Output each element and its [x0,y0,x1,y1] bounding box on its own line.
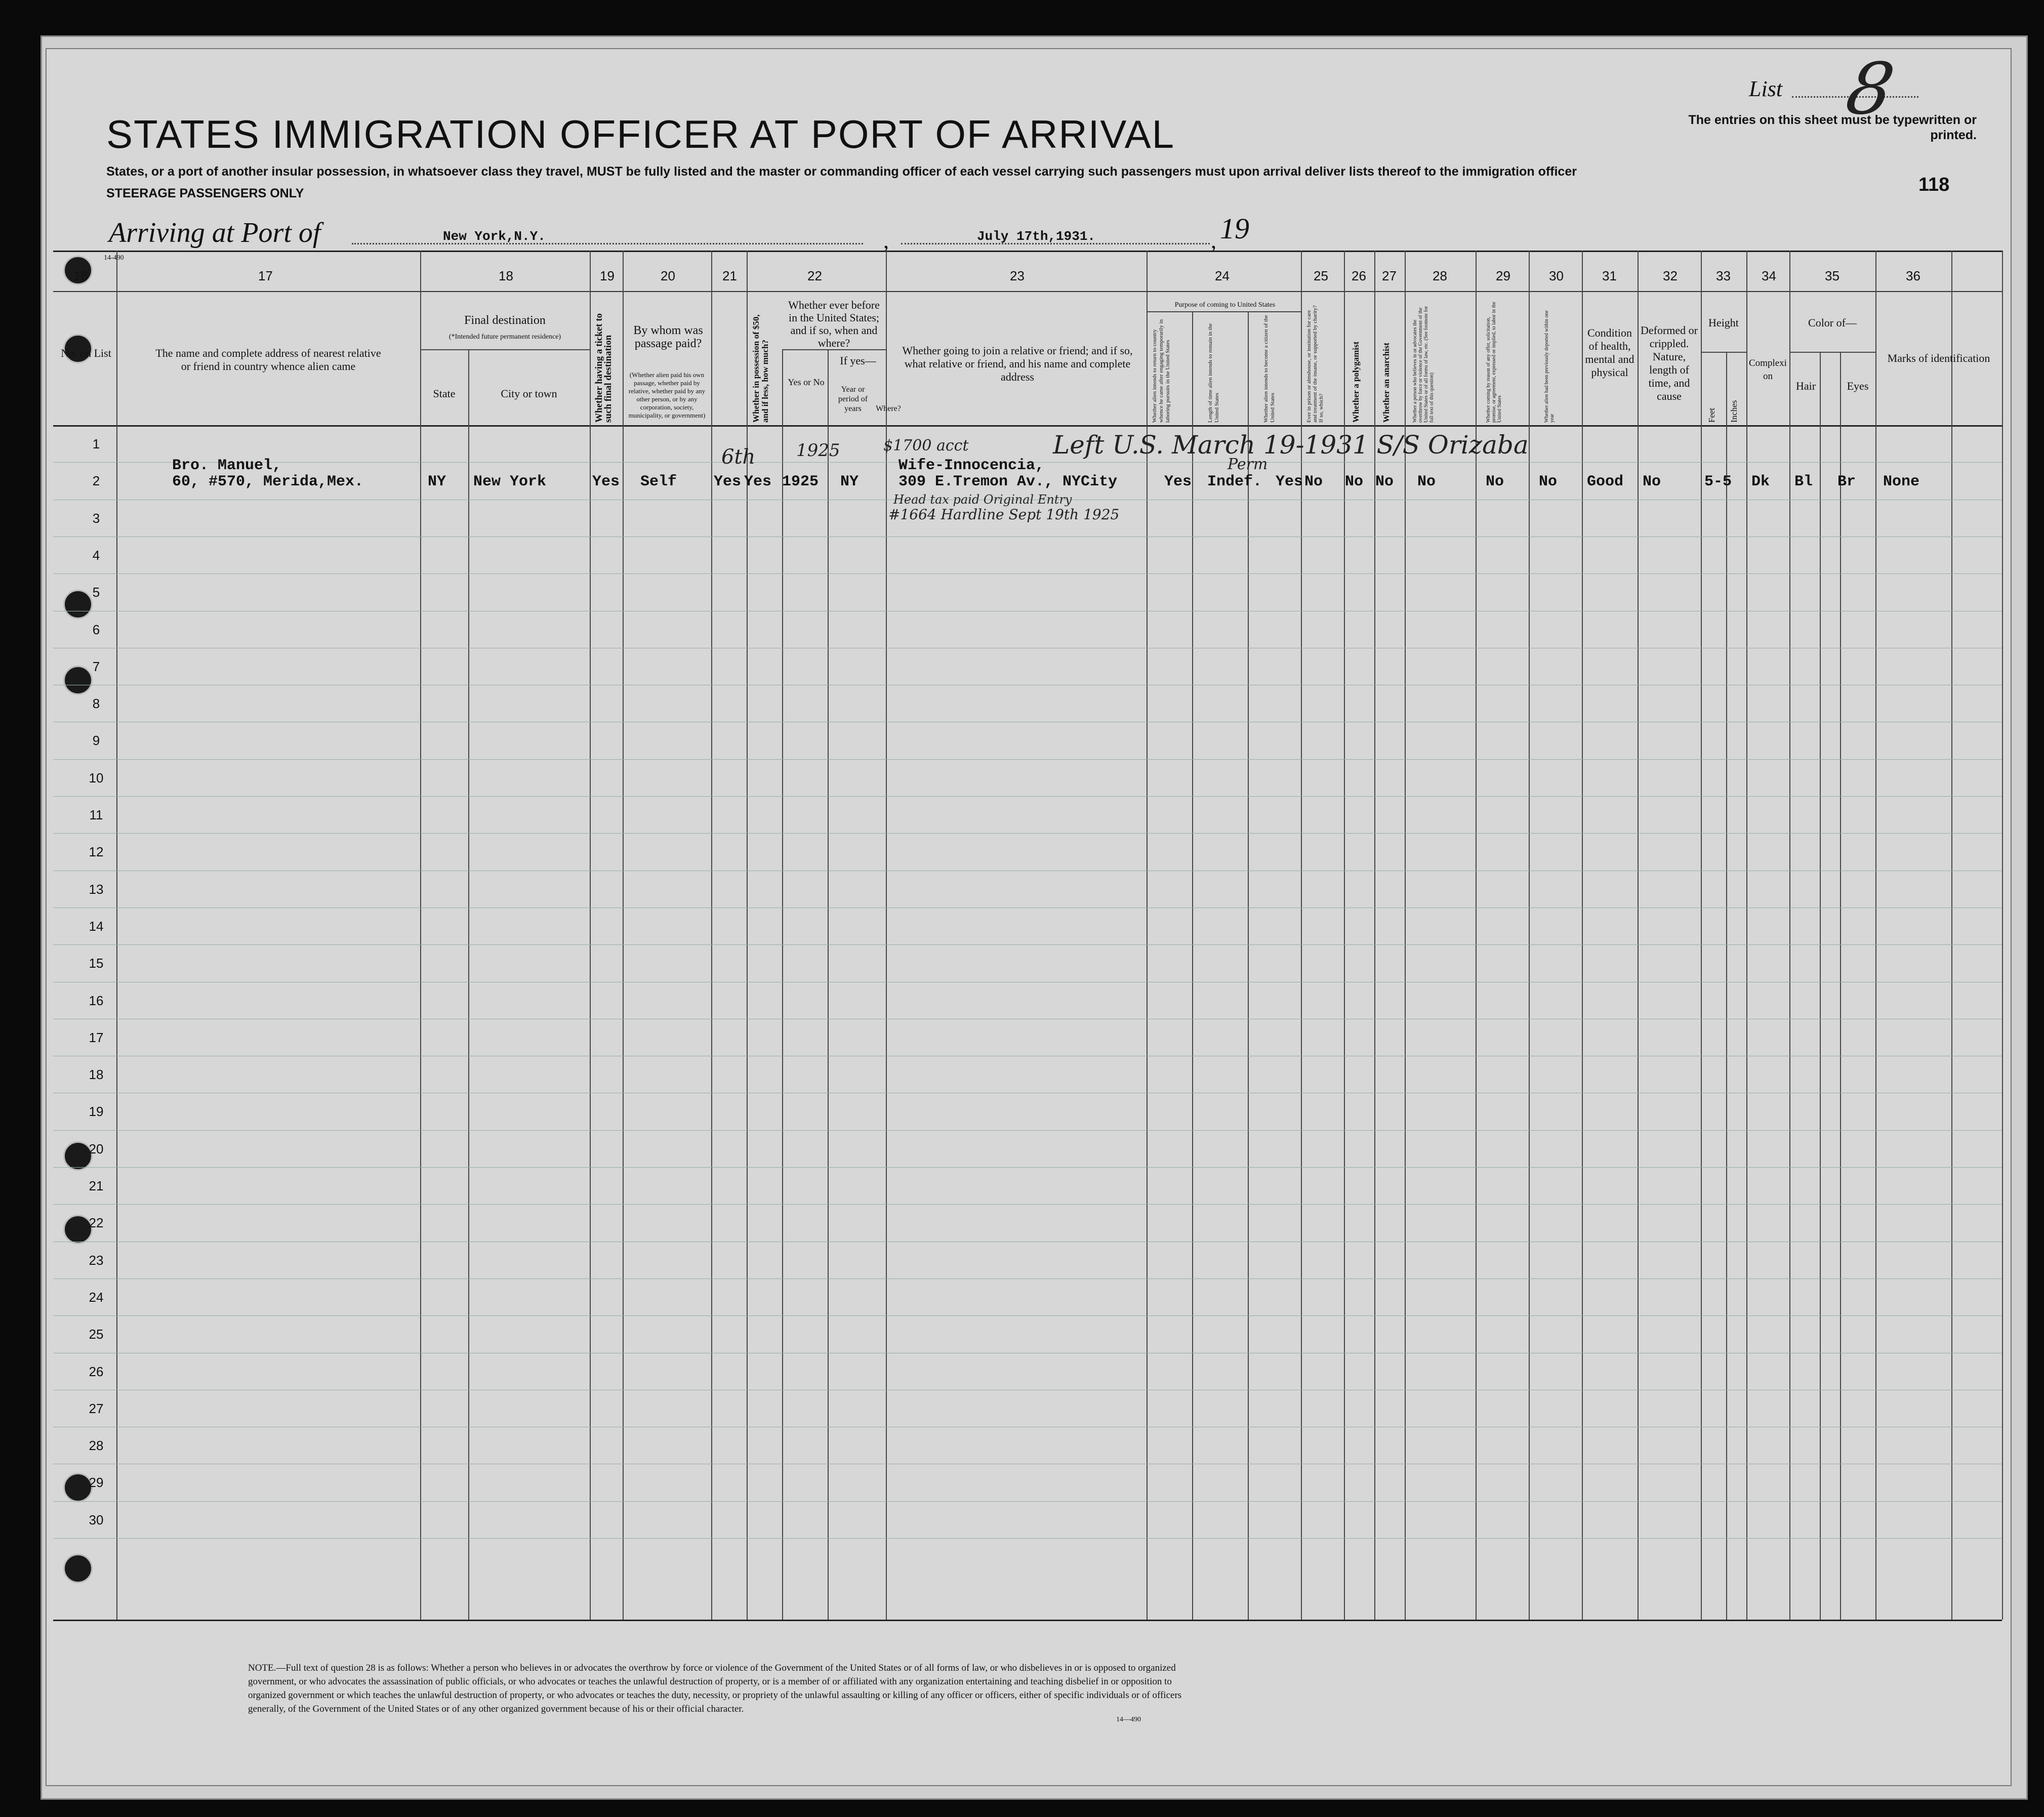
col-rule [782,349,783,1620]
row-rule [53,1538,2002,1539]
header-prison: Ever in prison or almshouse, or institution for care and treatment of the insane, or supported by charity? If so, which? [1306,305,1324,423]
col-number: 23 [1010,268,1025,283]
year-value: 1925 [782,473,819,490]
col-rule [420,251,421,1620]
row-rule [53,573,2002,574]
handwritten-note: Perm [1228,456,1268,473]
eyes-value: Br [1837,473,1856,490]
prison-value: No [1304,473,1323,490]
col-number: 26 [1352,268,1366,283]
header-final-destination-note: (*Intended future permanent residence) [448,333,561,341]
header-year: Year or period of years [838,385,868,413]
row-number: 19 [89,1104,104,1120]
handwritten-note: Left U.S. March 19-1931 S/S Orizaba [1053,430,1529,460]
length-value: Indef. [1207,473,1262,490]
row-number: 21 [89,1178,104,1193]
col-rule [623,251,624,1620]
header-join-relative: Whether going to join a relative or friend; and if so, what relative or friend, and his name and complete address [902,344,1133,383]
subtitle: States, or a port of another insular possession, in whatsoever class they travel, MUST be fully listed and the master or commanding officer of each vessel carrying such passengers must upon arrival deliver lists thereof to the immigration officer [106,164,1577,179]
row-rule [53,1315,2002,1316]
subheader-rule [782,349,886,350]
col-rule [886,251,887,1620]
row-number: 26 [89,1364,104,1379]
col-number: 31 [1602,268,1617,283]
date-value: July 17th,1931. [977,229,1096,244]
header-city: City or town [501,387,557,400]
header-return: Whether alien intends to return to country whence he came after engaging temporarily in laboring pursuits in the United States [1152,319,1171,423]
subheader-rule [1701,352,1746,353]
header-final-destination: Final destination [464,314,546,327]
height-value: 5-5 [1704,473,1732,490]
header-eyes: Eyes [1847,380,1869,392]
row-number: 6 [92,622,100,637]
money-value: Yes [714,473,742,490]
header-purpose: Purpose of coming to United States [1174,301,1276,309]
header-state: State [433,387,456,400]
citizen-value: Yes [1276,473,1303,490]
col-number: 16 [73,268,88,283]
header-marks: Marks of identification [1887,352,1990,364]
col-number: 30 [1549,268,1564,283]
form-number: 14—490 [1116,1716,1141,1723]
ticket-value: Yes [592,473,620,490]
row-rule [53,759,2002,760]
col-rule [1701,251,1702,1620]
row-number: 12 [89,844,104,860]
year-prefix: 19 [1220,212,1249,245]
header-hair: Hair [1795,380,1816,392]
header-fifty-dollars: Whether in possession of $50, and if less, how much? [751,314,770,423]
header-feet: Feet [1707,407,1716,423]
col-rule [1248,311,1249,1620]
relative-address: 60, #570, Merida,Mex. [172,473,364,490]
col-number: 17 [258,268,273,283]
header-inches: Inches [1729,400,1739,423]
col-rule [711,251,712,1620]
header-polygamist: Whether a polygamist [1351,341,1361,423]
col-rule [1529,251,1530,1620]
join-relative: Wife-Innocencia, [898,457,1045,474]
header-q29: Whether coming by reason of any offer, solicitation, promise, or agreement, expressed or implied, to labor in the United States [1486,302,1502,423]
header-passage-paid: By whom was passage paid? [633,324,703,350]
row-number: 20 [89,1141,104,1157]
col-rule [2002,251,2003,1620]
col-number: 25 [1314,268,1328,283]
col-rule [1951,251,1952,1620]
q28-value: No [1417,473,1436,490]
header-deported: Whether alien had been previously deported within one year [1544,310,1555,423]
col-rule [1820,352,1821,1620]
manifest-table [53,251,2002,1617]
row-number: 7 [92,658,100,674]
row-rule [53,944,2002,945]
handwritten-note: Head tax paid Original Entry [893,492,1072,507]
port-value: New York,N.Y. [443,229,546,244]
page-title: STATES IMMIGRATION OFFICER AT PORT OF ARRIVAL [106,112,1175,156]
row-number: 16 [89,993,104,1008]
col-rule [828,349,829,1620]
page-number: 118 [1918,174,1950,195]
row-rule [53,1278,2002,1279]
handwritten-note: $1700 acct [883,437,969,455]
row-rule [53,1130,2002,1131]
complexion-value: Dk [1751,473,1770,490]
small-form-number: 14-490 [104,254,124,262]
dest-state: NY [428,473,446,490]
col-number: 34 [1762,268,1776,283]
where-value: NY [840,473,859,490]
row-number: 1 [92,436,100,451]
row-number: 3 [92,510,100,526]
col-number: 22 [807,268,822,283]
col-number: 19 [600,268,615,283]
returning-value: Yes [1164,473,1192,490]
footnote-q28: NOTE.—Full text of question 28 is as follows: Whether a person who believes in or advocates the overthrow by force or violence of the Government of the United States or of all forms of law, or who disbelieves in or is opposed to organized government, or who advocates the assassination of public officials, or who advocates or teaches the unlawful destruction of property, or is a member of or affiliated with any organization entertaining and teaching disbelief in or opposition to organized government or which teaches the unlawful destruction of property, or who advocates or teaches the duty, necessity, or propriety of the unlawful assaulting or killing of any officer or officers, either of specific individuals or of officers generally, of the Government of the United States or of any other organized government because of his or their official character. [248,1663,1182,1714]
polygamist-value: No [1345,473,1364,490]
row-number: 25 [89,1327,104,1342]
row-number: 30 [89,1512,104,1527]
paid-by-value: Self [640,473,677,490]
col-number: 24 [1215,268,1230,283]
dest-city: New York [473,473,547,490]
header-bottom-rule [53,425,2002,427]
handwritten-note: 6th [721,445,756,469]
col-rule [1726,352,1727,1620]
row-rule [53,907,2002,908]
join-address: 309 E.Tremon Av., NYCity [898,473,1118,490]
col-number: 21 [722,268,737,283]
handwritten-note: 1925 [796,440,840,461]
row-rule [53,1501,2002,1502]
col-number: 20 [661,268,675,283]
arriving-label: Arriving at Port of [109,217,321,249]
col-number: 18 [499,268,513,283]
marks-value: None [1883,473,1920,490]
row-number: 8 [92,696,100,712]
header-length-stay: Length of time alien intends to remain in the United States [1207,323,1220,423]
relative-name: Bro. Manuel, [172,457,282,474]
row-rule [53,536,2002,537]
row-number: 22 [89,1215,104,1231]
col-rule [1582,251,1583,1620]
row-number: 13 [89,881,104,897]
col-rule [1875,251,1876,1620]
col-rule [1789,251,1790,1620]
header-nearest-relative: The name and complete address of nearest relative or friend in country whence alien came [155,347,381,373]
row-rule [53,1167,2002,1168]
header-no-on-list: No. on List [61,347,111,359]
header-ticket: Whether having a ticket to such final destination [594,313,614,423]
col-number: 28 [1433,268,1447,283]
deformed-value: No [1643,473,1661,490]
col-number: 33 [1716,268,1731,283]
col-rule [116,251,117,1620]
port-line [352,243,863,244]
row-number: 5 [92,585,100,600]
q29-value: No [1486,473,1504,490]
row-number: 14 [89,918,104,934]
header-ever-before: Whether ever before in the United States; and if so, when and where? [788,299,880,349]
table-top-rule [53,251,2002,252]
row-number: 11 [89,807,103,822]
subheader-rule [420,349,590,350]
col-rule [590,251,591,1620]
col-rule [468,349,469,1620]
col-number: 32 [1663,268,1678,283]
header-where: Where? [876,404,901,413]
row-number: 23 [89,1252,104,1268]
row-number: 27 [89,1400,104,1416]
row-rule [53,833,2002,834]
row-number: 24 [89,1289,104,1305]
header-citizen: Whether alien intends to become a citizen of the United States [1263,315,1276,423]
row-number: 2 [92,473,100,489]
header-passage-paid-note: (Whether alien paid his own passage, whether paid by relative, whether paid by any other person, or by any corporation, society, municipality, or government) [628,371,706,419]
table-bottom-rule [53,1620,2002,1621]
row-number: 29 [89,1475,104,1491]
col-rule [1840,352,1841,1620]
entries-note: The entries on this sheet must be typewritten or printed. [1688,113,1977,142]
header-deformed: Deformed or crippled. Nature, length of time, and cause [1640,324,1698,402]
row-number: 15 [89,956,104,971]
list-label: List [1749,76,1783,101]
header-anarchist: Whether an anarchist [1381,342,1391,423]
col-number: 27 [1382,268,1397,283]
row-number: 28 [89,1438,104,1454]
hair-value: Bl [1794,473,1813,490]
row-number: 10 [89,770,104,786]
header-height: Height [1708,316,1739,329]
col-number: 35 [1825,268,1839,283]
col-number: 36 [1906,268,1920,283]
header-complexion: Complexion [1749,358,1787,382]
health-value: Good [1587,473,1624,490]
header-q28: Whether a person who believes in or advocates the overthrow by force or violence of the Government of the United States or of all forms of law, etc. (See footnote for full text of this question) [1412,306,1435,423]
col-rule [1746,251,1747,1620]
handwritten-note: #1664 Hardline Sept 19th 1925 [888,506,1120,523]
header-color-of: Color of— [1808,316,1857,329]
steerage-label: STEERAGE PASSENGERS ONLY [106,186,304,200]
row-number: 17 [89,1029,104,1045]
row-number: 9 [92,733,100,749]
row-number: 4 [92,547,100,563]
column-number-rule [53,291,2002,292]
col-number: 29 [1496,268,1510,283]
col-rule [1638,251,1639,1620]
comma: , [1211,228,1216,253]
row-rule [53,1204,2002,1205]
header-yes-no: Yes or No [788,377,825,387]
row-number: 18 [89,1067,104,1083]
col-rule [1192,311,1193,1620]
subheader-rule [1789,352,1875,353]
header-if-yes: If yes— [840,354,876,367]
anarchist-value: No [1375,473,1394,490]
list-number: 8 [1840,48,1900,131]
header-health: Condition of health, mental and physical [1585,326,1634,379]
comma: , [883,228,889,253]
been-before-value: Yes [744,473,772,490]
deported-value: No [1539,473,1558,490]
row-rule [53,796,2002,797]
